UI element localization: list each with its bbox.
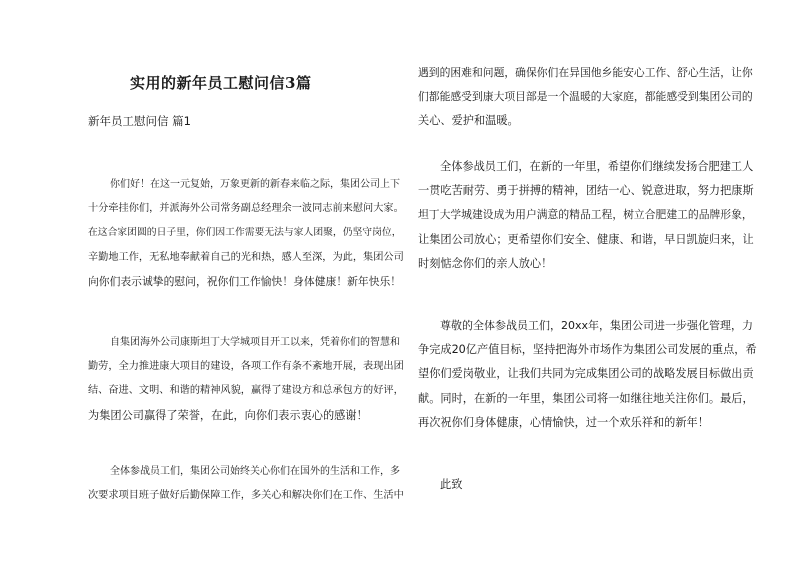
text-line: 为集团公司赢得了荣誉，在此，向你们表示衷心的感谢！ [88,408,368,422]
text-line: 争完成20亿产值目标，坚持把海外市场作为集团公司发展的重点，希 [418,343,757,357]
text-line: 你们好！在这一元复始，万象更新的新春来临之际，集团公司上下 [110,179,400,190]
text-line: 遇到的困难和问题，确保你们在异国他乡能安心工作、舒心生活，让你 [418,66,753,79]
text-line: 让集团公司放心；更希望你们安全、健康、和谐，早日凯旋归来，让 [418,232,754,246]
text-line: 辛勤地工作，无私地奉献着自己的光和热，感人至深，为此，集团公司 [88,251,404,263]
text-line: 坦丁大学城建设成为用户满意的精品工程，树立合肥建工的品牌形象， [418,208,753,222]
right-paragraph-4 [418,473,758,497]
text-line: 勤劳，全力推进康大项目的建设，各项工作有条不紊地开展，表现出团 [88,361,404,373]
text-line: 向你们表示诚挚的慰问，祝你们工作愉快！身体健康！新年快乐！ [88,274,402,288]
text-line: 尊敬的全体参战员工们，20xx年，集团公司进一步强化管理，力 [440,319,754,332]
document-title: 实用的新年员工慰问信3篇 [130,74,312,92]
right-paragraph-1 [418,61,758,134]
right-paragraph-3 [418,314,758,435]
text-line: 再次祝你们身体健康，心情愉快，过一个欢乐祥和的新年！ [418,415,709,429]
text-line: 时刻惦念你们的亲人放心！ [418,256,553,270]
left-paragraph-2 [88,331,404,428]
text-line: 们都能感受到康大项目部是一个温暖的大家庭，都能感受到集团公司的 [418,90,753,104]
left-paragraph-3 [88,460,404,508]
left-paragraph-1 [88,173,404,294]
document-subtitle: 新年员工慰问信 篇1 [88,114,191,128]
right-paragraph-2 [418,155,758,276]
text-line: 一贯吃苦耐劳、勇于拼搏的精神，团结一心、锐意进取，努力把康斯 [418,184,754,198]
text-line: 此致 [440,478,463,491]
text-line: 十分牵挂你们，并派海外公司常务副总经理余一波同志前来慰问大家。 [88,203,404,215]
text-line: 自集团海外公司康斯坦丁大学城项目开工以来，凭着你们的智慧和 [110,337,400,348]
text-line: 次要求项目班子做好后勤保障工作，多关心和解决你们在工作、生活中 [88,490,404,502]
text-line: 全体参战员工们，集团公司始终关心你们在国外的生活和工作，多 [110,466,400,477]
text-line: 望你们爱岗敬业，让我们共同为完成集团公司的战略发展目标做出贡 [418,367,754,381]
text-line: 关心、爱护和温暖。 [418,114,519,128]
text-line: 在这合家团圆的日子里，你们因工作需要无法与家人团聚，仍坚守岗位， [88,227,402,239]
text-line: 献。同时，在新的一年里，集团公司将一如继往地关注你们。最后， [418,391,754,405]
text-line: 全体参战员工们，在新的一年里，希望你们继续发扬合肥建工人 [440,160,754,173]
text-line: 结、奋进、文明、和谐的精神风貌，赢得了建设方和总承包方的好评， [88,385,404,397]
